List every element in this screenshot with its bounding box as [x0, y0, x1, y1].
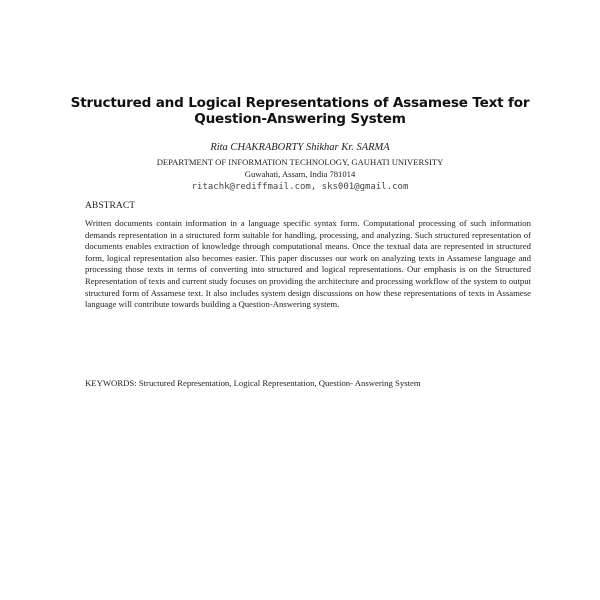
affiliation [60, 156, 540, 180]
abstract-heading: ABSTRACT [85, 200, 136, 211]
author-emails: ritachk@rediffmail.com, sks001@gmail.com [191, 182, 409, 192]
paper-title-line-2: Question-Answering System [194, 111, 406, 127]
paper-title-line-1: Structured and Logical Representations of Assamese Text for [70, 95, 530, 111]
paper-title [60, 95, 540, 127]
abstract-text: Written documents contain information in a language specific syntax form. Computational processing of such information demands representation in a structured form suitable for handling, processing, and analyzing. Such structured representation of documents enables extraction of knowledge through computational means. Once the textual data are represented in structured form, logical representation also becomes easier. This paper discusses our work on analyzing texts in Assamese language and processing those texts in terms of converting into structured and logical representations. Our emphasis is on the Structured Representation of texts and current study focuses on providing the architecture and processing workflow of the system to output structured form of Assamese text. It also includes system design discussions on how these representations of texts in Assamese language will contribute towards building a Question-Answering system. [85, 218, 531, 310]
location: Guwahati, Assam, India 781014 [244, 169, 356, 179]
department-name: DEPARTMENT OF INFORMATION TECHNOLOGY, GAUHATI UNIVERSITY [156, 157, 444, 167]
author-names: Rita CHAKRABORTY Shikhar Kr. SARMA [210, 142, 390, 153]
keywords: KEYWORDS: Structured Representation, Logical Representation, Question- Answering System [85, 378, 421, 388]
